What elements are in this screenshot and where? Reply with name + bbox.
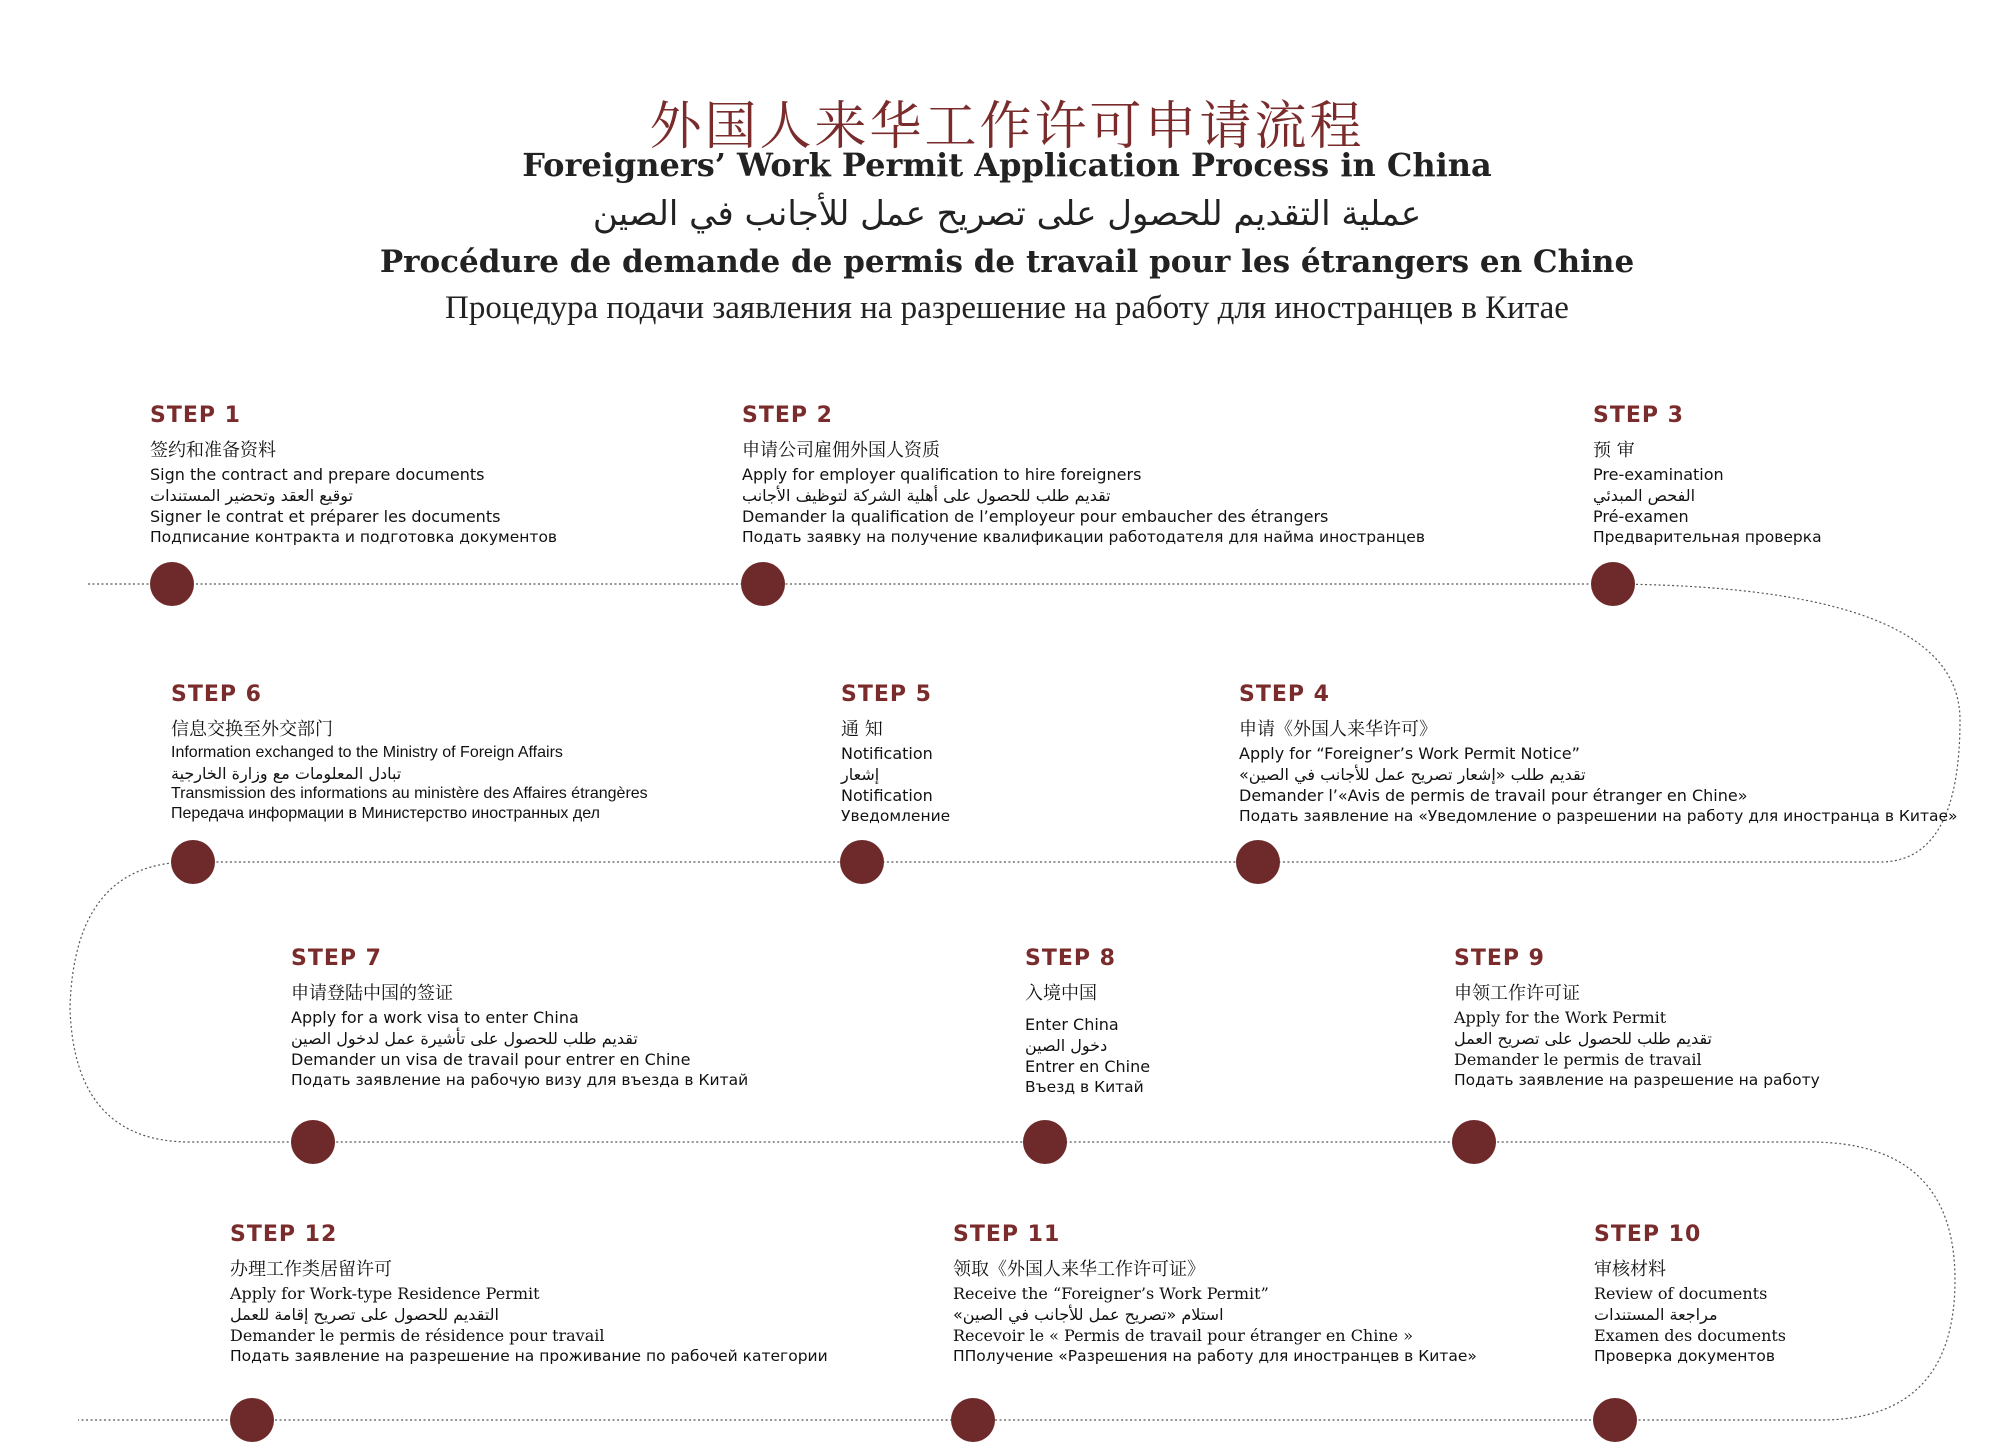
step-7-node bbox=[291, 1120, 335, 1164]
step-9-zh: 申领工作许可证 bbox=[1454, 983, 1580, 1004]
step-7 bbox=[291, 946, 748, 1091]
step-2-label: STEP 2 bbox=[742, 403, 833, 428]
step-5-node bbox=[840, 840, 884, 884]
step-2-ar: تقديم طلب للحصول على أهلية الشركة لتوظيف الأجانب bbox=[742, 486, 1111, 505]
step-2 bbox=[742, 403, 1425, 548]
step-12-ru: Подать заявление на разрешение на проживание по рабочей категории bbox=[230, 1347, 828, 1365]
step-9-node bbox=[1452, 1120, 1496, 1164]
step-4-zh: 申请《外国人来华许可》 bbox=[1239, 719, 1437, 740]
step-9-fr: Demander le permis de travail bbox=[1454, 1050, 1702, 1069]
step-1-label: STEP 1 bbox=[150, 403, 241, 428]
step-10-en: Review of documents bbox=[1594, 1284, 1768, 1303]
step-5-ar: إشعار bbox=[841, 765, 880, 784]
step-8 bbox=[1025, 946, 1150, 1098]
step-2-fr: Demander la qualification de l’employeur pour embaucher des étrangers bbox=[742, 507, 1329, 526]
step-8-en: Enter China bbox=[1025, 1015, 1119, 1034]
step-12-node bbox=[230, 1398, 274, 1442]
step-10-node bbox=[1593, 1398, 1637, 1442]
step-5-zh: 通 知 bbox=[841, 719, 883, 740]
step-4-ru: Подать заявление на «Уведомление о разрешении на работу для иностранца в Китае» bbox=[1239, 807, 1958, 825]
step-2-node bbox=[741, 562, 785, 606]
step-8-ar: دخول الصين bbox=[1025, 1036, 1108, 1055]
step-12-zh: 办理工作类居留许可 bbox=[230, 1259, 392, 1280]
step-11-en: Receive the “Foreigner’s Work Permit” bbox=[953, 1284, 1269, 1303]
step-8-fr: Entrer en Chine bbox=[1025, 1057, 1151, 1076]
step-6-label: STEP 6 bbox=[171, 682, 262, 707]
step-1 bbox=[150, 403, 557, 548]
step-1-fr: Signer le contrat et préparer les documents bbox=[150, 507, 501, 526]
title-english: Foreigners’ Work Permit Application Process in China bbox=[522, 146, 1492, 184]
step-3-en: Pre-examination bbox=[1593, 465, 1724, 484]
step-5 bbox=[841, 682, 950, 827]
step-12-label: STEP 12 bbox=[230, 1222, 338, 1247]
title-french: Procédure de demande de permis de travail pour les étrangers en Chine bbox=[379, 244, 1635, 280]
step-3-node bbox=[1591, 562, 1635, 606]
step-1-ru: Подписание контракта и подготовка документов bbox=[150, 528, 558, 546]
step-10-zh: 审核材料 bbox=[1594, 1259, 1666, 1280]
step-9-ar: تقديم طلب للحصول على تصريح العمل bbox=[1454, 1029, 1713, 1048]
step-11-ru: ППолучение «Разрешения на работу для иностранцев в Китае» bbox=[953, 1347, 1477, 1365]
step-9-ru: Подать заявление на разрешение на работу bbox=[1454, 1071, 1820, 1089]
title-chinese: 外国人来华工作许可申请流程 bbox=[649, 97, 1365, 157]
step-2-ru: Подать заявку на получение квалификации работодателя для найма иностранцев bbox=[742, 528, 1425, 546]
step-4-fr: Demander l’«Avis de permis de travail pour étranger en Chine» bbox=[1239, 786, 1748, 805]
step-6-fr: Transmission des informations au ministère des Affaires étrangères bbox=[171, 785, 648, 802]
step-7-zh: 申请登陆中国的签证 bbox=[291, 983, 453, 1004]
step-5-fr: Notification bbox=[841, 786, 933, 805]
step-6-zh: 信息交换至外交部门 bbox=[171, 719, 333, 740]
step-7-ar: تقديم طلب للحصول على تأشيرة عمل لدخول الصين bbox=[291, 1029, 638, 1048]
step-6-ru: Передача информации в Министерство иностранных дел bbox=[171, 805, 600, 822]
step-11-ar: استلام «تصريح عمل للأجانب في الصين» bbox=[953, 1305, 1224, 1324]
step-8-node bbox=[1023, 1120, 1067, 1164]
step-4-label: STEP 4 bbox=[1239, 682, 1330, 707]
title-russian: Процедура подачи заявления на разрешение на работу для иностранцев в Китае bbox=[445, 290, 1569, 326]
step-7-fr: Demander un visa de travail pour entrer en Chine bbox=[291, 1050, 691, 1069]
step-7-en: Apply for a work visa to enter China bbox=[291, 1008, 579, 1027]
step-3 bbox=[1593, 403, 1822, 548]
step-6 bbox=[171, 682, 648, 825]
step-10-ru: Проверка документов bbox=[1594, 1347, 1776, 1365]
step-11-zh: 领取《外国人来华工作许可证》 bbox=[953, 1259, 1205, 1280]
step-3-ar: الفحص المبدئي bbox=[1593, 486, 1696, 505]
step-8-label: STEP 8 bbox=[1025, 946, 1116, 971]
step-5-label: STEP 5 bbox=[841, 682, 932, 707]
step-6-node bbox=[171, 840, 215, 884]
step-12 bbox=[230, 1222, 828, 1367]
step-1-en: Sign the contract and prepare documents bbox=[150, 465, 485, 484]
step-3-fr: Pré-examen bbox=[1593, 507, 1689, 526]
step-11 bbox=[953, 1222, 1477, 1367]
step-6-ar: تبادل المعلومات مع وزارة الخارجية bbox=[171, 764, 402, 783]
step-4 bbox=[1239, 682, 1958, 827]
step-3-label: STEP 3 bbox=[1593, 403, 1684, 428]
step-4-ar: تقديم طلب «إشعار تصريح عمل للأجانب في الصين» bbox=[1239, 765, 1586, 784]
step-4-en: Apply for “Foreigner’s Work Permit Notice” bbox=[1239, 744, 1580, 763]
step-9-en: Apply for the Work Permit bbox=[1454, 1008, 1667, 1027]
step-7-label: STEP 7 bbox=[291, 946, 382, 971]
step-1-zh: 签约和准备资料 bbox=[150, 440, 276, 461]
step-10-ar: مراجعة المستندات bbox=[1594, 1305, 1718, 1324]
step-11-node bbox=[951, 1398, 995, 1442]
step-12-ar: التقديم للحصول على تصريح إقامة للعمل bbox=[230, 1305, 499, 1324]
step-6-en: Information exchanged to the Ministry of Foreign Affairs bbox=[171, 744, 563, 761]
step-11-fr: Recevoir le « Permis de travail pour étranger en Chine » bbox=[953, 1326, 1413, 1345]
step-12-fr: Demander le permis de résidence pour travail bbox=[230, 1326, 605, 1345]
step-3-zh: 预 审 bbox=[1593, 440, 1635, 461]
step-4-node bbox=[1236, 840, 1280, 884]
step-7-ru: Подать заявление на рабочую визу для въезда в Китай bbox=[291, 1071, 749, 1089]
step-2-en: Apply for employer qualification to hire foreigners bbox=[742, 465, 1142, 484]
step-8-ru: Въезд в Китай bbox=[1025, 1078, 1144, 1096]
step-10-label: STEP 10 bbox=[1594, 1222, 1702, 1247]
step-9 bbox=[1454, 946, 1820, 1091]
step-9-label: STEP 9 bbox=[1454, 946, 1545, 971]
step-12-en: Apply for Work-type Residence Permit bbox=[230, 1284, 540, 1303]
step-10-fr: Examen des documents bbox=[1594, 1326, 1787, 1345]
step-11-label: STEP 11 bbox=[953, 1222, 1061, 1247]
step-3-ru: Предварительная проверка bbox=[1593, 528, 1822, 546]
step-8-zh: 入境中国 bbox=[1025, 983, 1097, 1004]
step-1-node bbox=[150, 562, 194, 606]
step-5-ru: Уведомление bbox=[841, 807, 951, 825]
step-1-ar: توقيع العقد وتحضير المستندات bbox=[150, 486, 353, 505]
title-arabic: عملية التقديم للحصول على تصريح عمل للأجانب في الصين bbox=[592, 194, 1422, 234]
step-10 bbox=[1594, 1222, 1786, 1367]
step-5-en: Notification bbox=[841, 744, 933, 763]
step-2-zh: 申请公司雇佣外国人资质 bbox=[742, 440, 940, 461]
